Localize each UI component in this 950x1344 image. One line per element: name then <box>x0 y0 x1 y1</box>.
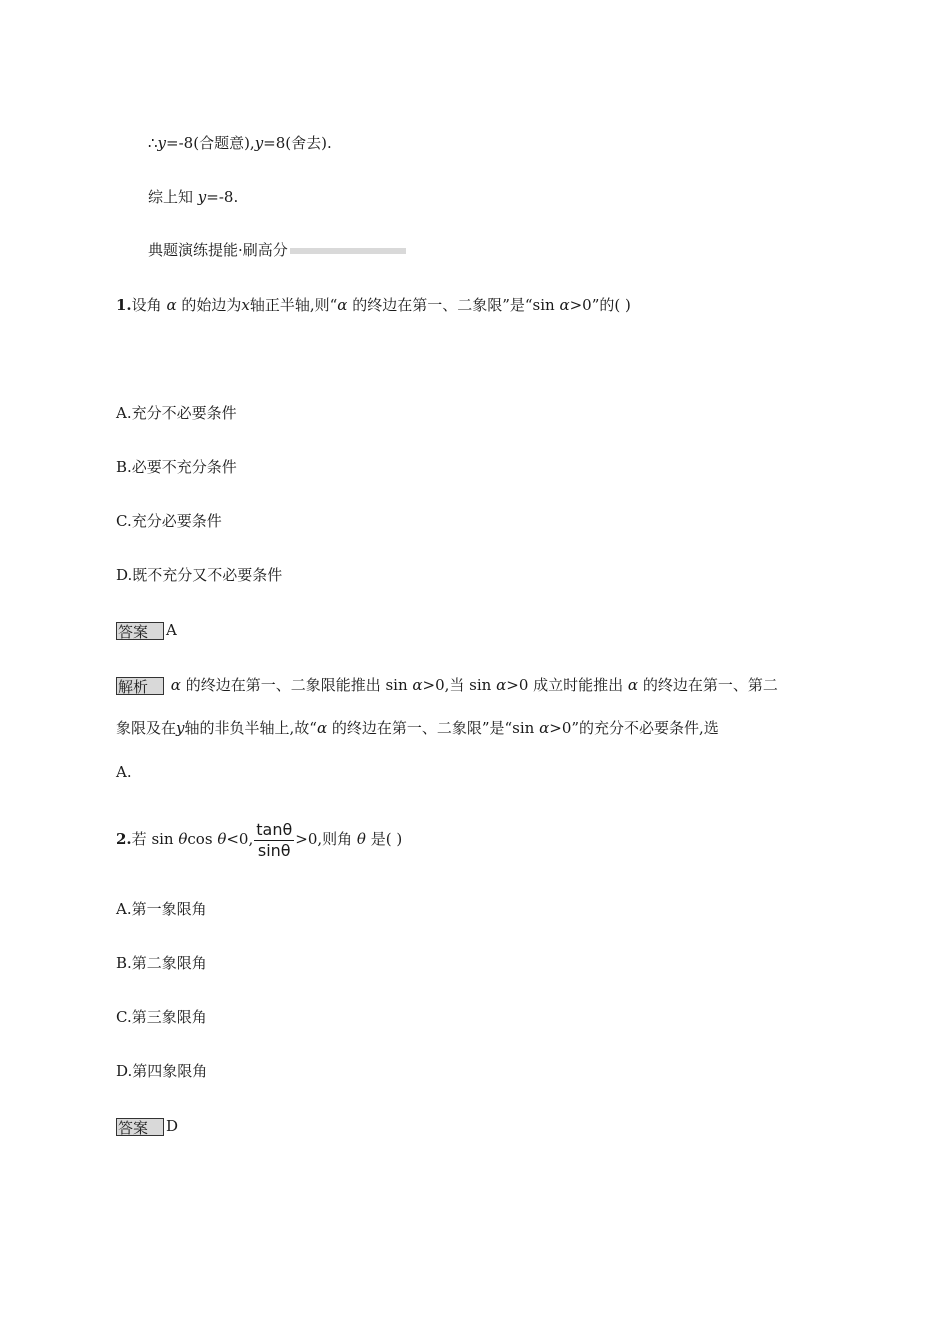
var-y: y <box>157 134 167 152</box>
var-alpha: α <box>337 296 348 314</box>
intro-text: =-8(合题意), <box>166 134 255 152</box>
tan-over-sin-fraction <box>254 820 294 861</box>
q2-option-d: D.第四象限角 <box>116 1062 208 1080</box>
stem-text: 设角 <box>131 296 167 314</box>
stem-text: 轴正半轴,则“ <box>249 296 338 314</box>
stem-text: <0, <box>226 830 254 848</box>
q1-analysis-line-1 <box>116 675 778 695</box>
answer-label: 答案 <box>116 622 164 640</box>
q1-option-c: C.充分必要条件 <box>116 512 222 530</box>
intro-line-1 <box>148 133 332 153</box>
var-theta: θ <box>356 830 366 848</box>
question-1-stem <box>116 295 631 315</box>
section-heading <box>148 240 406 260</box>
analysis-text: 的终边在第一、第二 <box>638 676 778 694</box>
q1-analysis-line-3: A. <box>116 763 132 781</box>
var-alpha: α <box>539 719 550 737</box>
var-alpha: α <box>166 296 177 314</box>
analysis-text: >0”的充分不必要条件,选 <box>549 719 719 737</box>
answer-label: 答案 <box>116 1118 164 1136</box>
analysis-text: >0 成立时能推出 <box>506 676 628 694</box>
var-y: y <box>254 134 264 152</box>
intro-text: =8(舍去). <box>263 134 332 152</box>
fraction-numerator: tanθ <box>256 819 293 839</box>
answer-value: A <box>166 621 177 639</box>
stem-text: >0,则角 <box>295 830 357 848</box>
q1-option-d: D.既不充分又不必要条件 <box>116 566 283 584</box>
analysis-text: 轴的非负半轴上,故“ <box>184 719 317 737</box>
question-number: 1. <box>116 296 132 314</box>
var-alpha: α <box>627 676 639 694</box>
analysis-text: >0,当 sin <box>422 676 497 694</box>
q1-analysis-line-2 <box>116 718 719 738</box>
question-number: 2. <box>116 830 132 848</box>
fraction-denominator: sinθ <box>257 840 291 860</box>
analysis-label: 解析 <box>116 677 164 695</box>
q1-answer <box>116 620 177 640</box>
var-theta: θ <box>178 830 188 848</box>
var-alpha: α <box>412 676 423 694</box>
var-alpha: α <box>496 676 507 694</box>
question-2-stem <box>116 817 402 861</box>
q1-option-a: A.充分不必要条件 <box>116 404 237 422</box>
var-alpha: α <box>170 676 181 694</box>
var-alpha: α <box>559 296 570 314</box>
analysis-text: 的终边在第一、二象限能推出 sin <box>180 676 413 694</box>
var-y: y <box>197 188 207 206</box>
analysis-text: 象限及在 <box>116 719 177 737</box>
stem-text: 是( ) <box>365 830 403 848</box>
stem-text: 的始边为 <box>176 296 242 314</box>
therefore-symbol: ∴ <box>148 134 158 152</box>
q2-option-b: B.第二象限角 <box>116 954 207 972</box>
var-y: y <box>176 719 185 737</box>
var-x: x <box>241 296 250 314</box>
var-theta: θ <box>217 830 227 848</box>
answer-value: D <box>166 1117 179 1135</box>
intro-line-2 <box>148 187 238 207</box>
analysis-text: 的终边在第一、二象限”是“sin <box>327 719 540 737</box>
section-bar <box>290 248 406 254</box>
q2-answer <box>116 1116 178 1136</box>
stem-text: >0”的( ) <box>569 296 631 314</box>
stem-text: 若 sin <box>131 830 179 848</box>
intro-text: 综上知 <box>148 188 198 206</box>
section-title: 典题演练提能·刷高分 <box>148 241 288 259</box>
q2-option-c: C.第三象限角 <box>116 1008 207 1026</box>
intro-text: =-8. <box>206 188 239 206</box>
stem-text: 的终边在第一、二象限”是“sin <box>347 296 560 314</box>
stem-text: cos <box>187 830 218 848</box>
q2-option-a: A.第一象限角 <box>116 900 207 918</box>
q1-option-b: B.必要不充分条件 <box>116 458 237 476</box>
var-alpha: α <box>316 719 328 737</box>
